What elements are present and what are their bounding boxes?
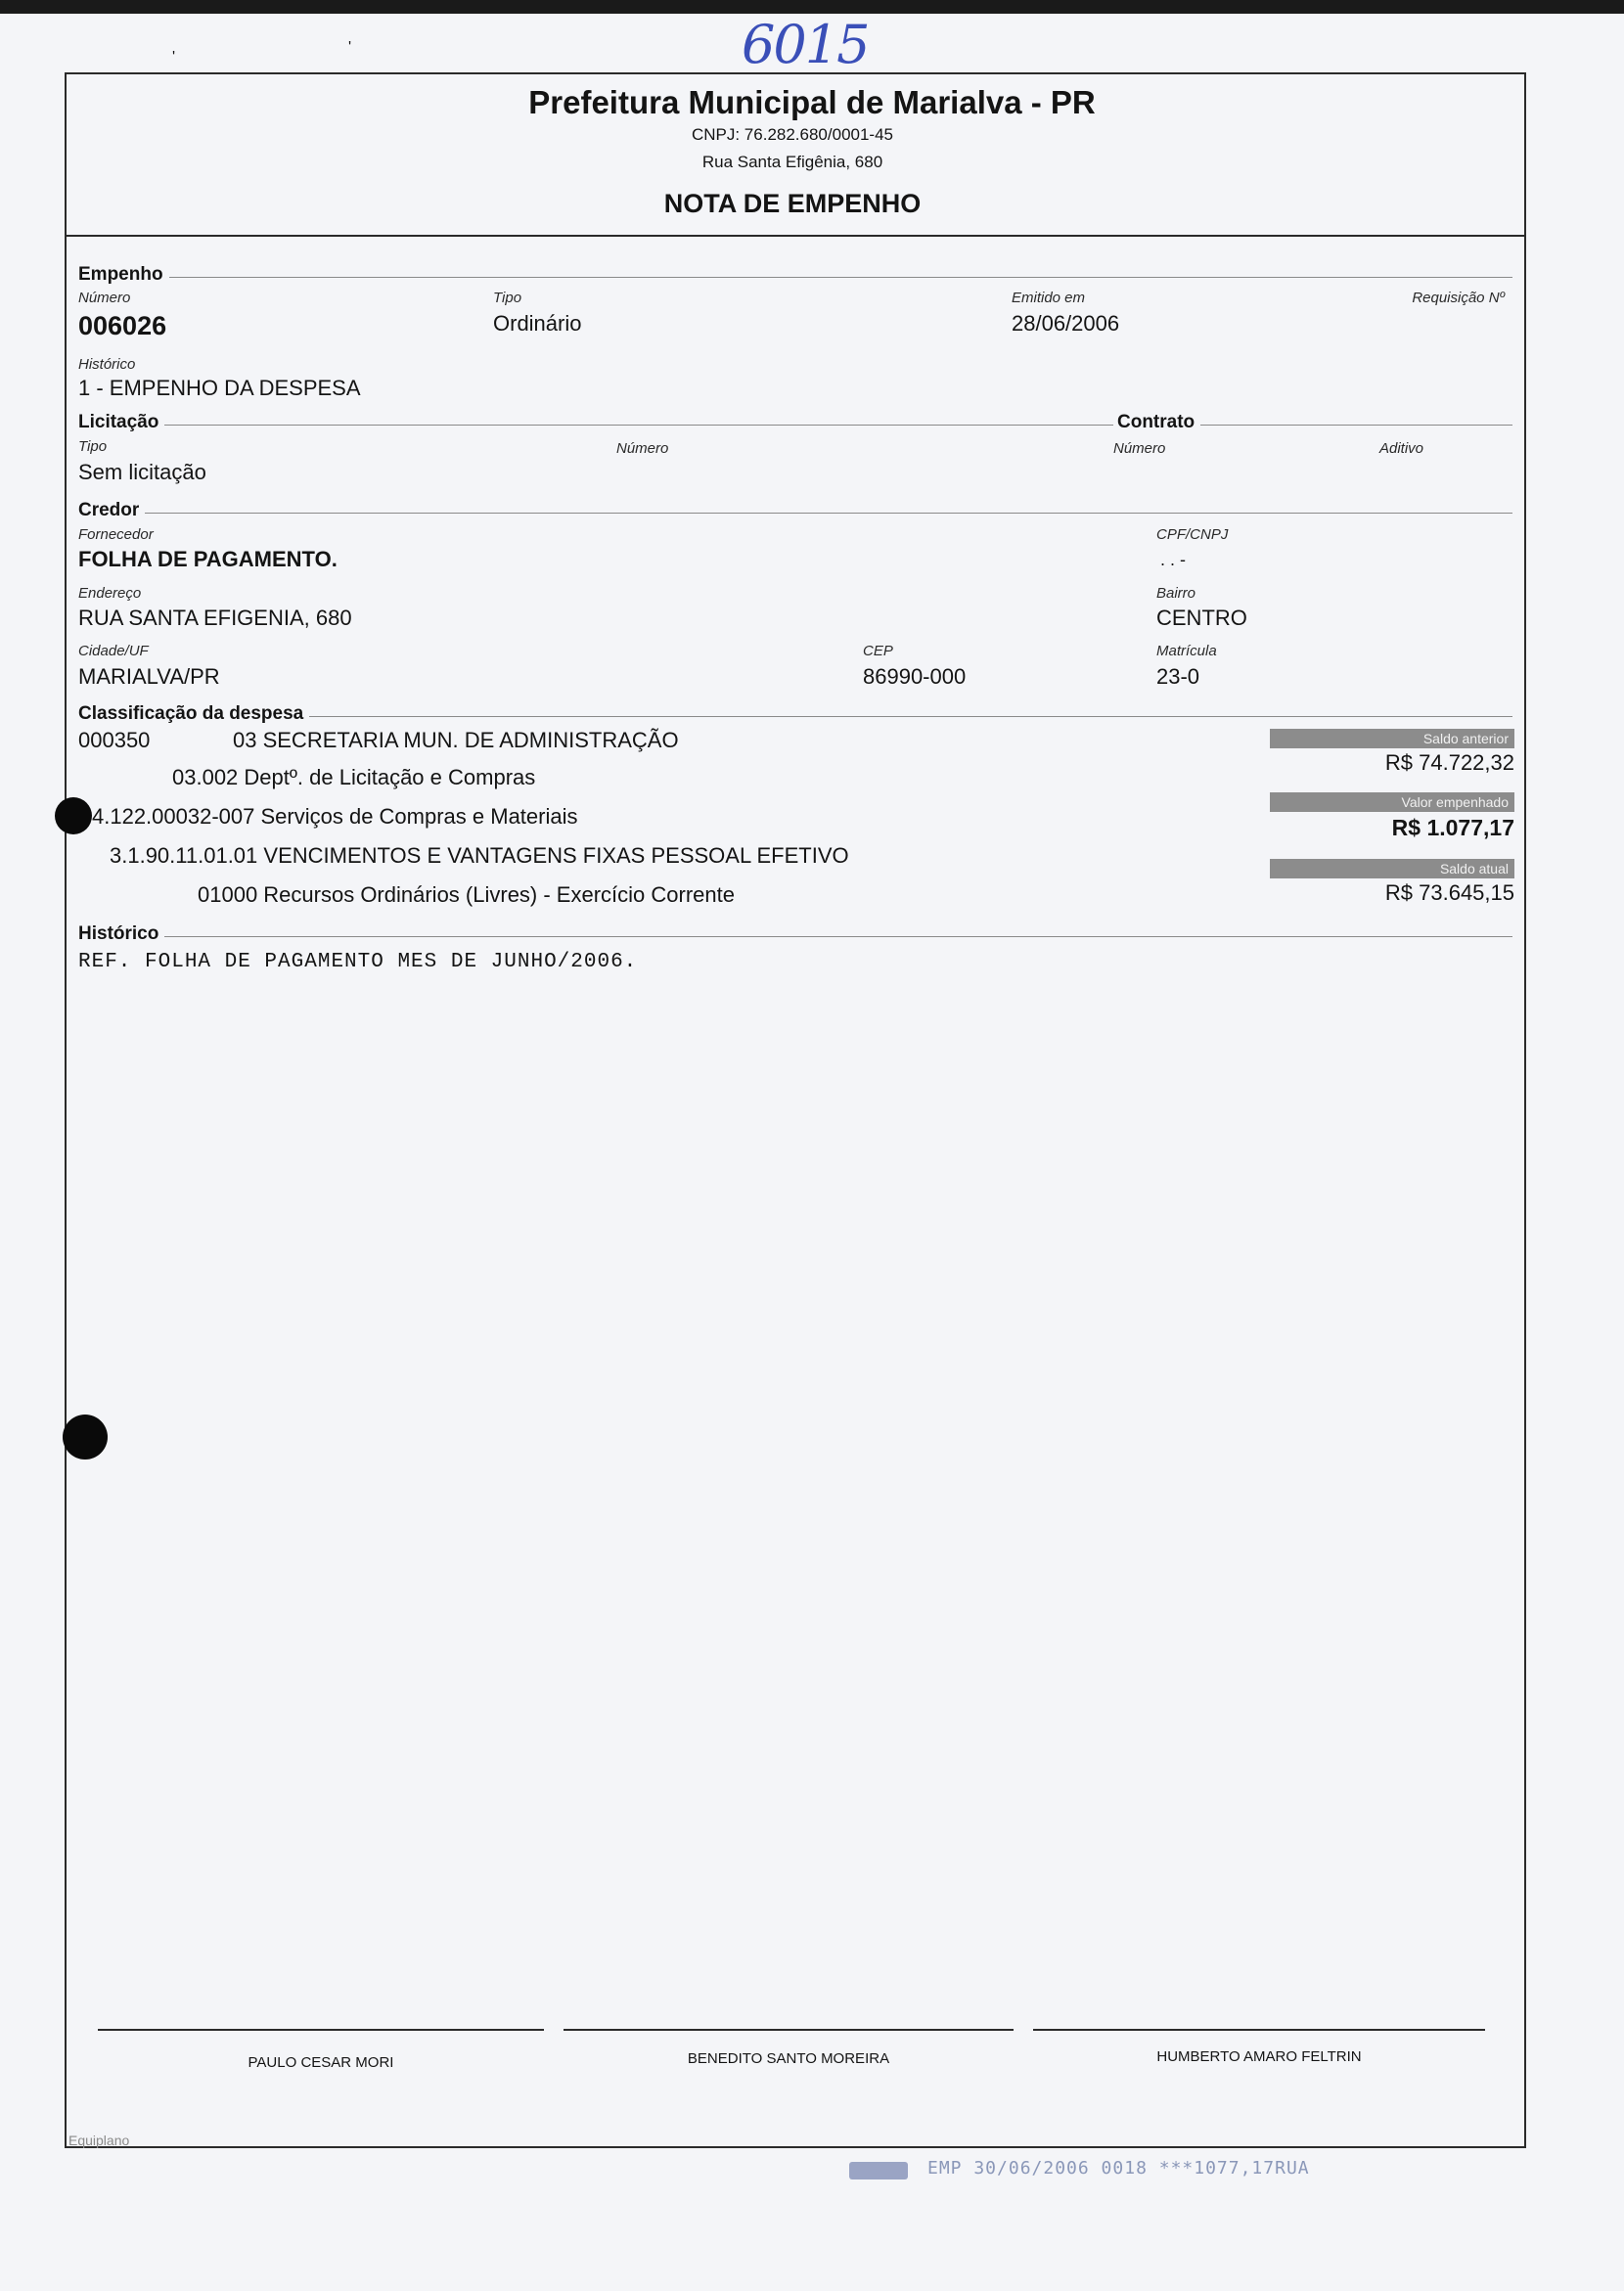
section-empenho: Empenho [78,264,169,286]
cidade: MARIALVA/PR [78,664,220,689]
saldo-anterior-label: Saldo anterior [1270,729,1514,748]
saldo-anterior: R$ 74.722,32 [1384,750,1514,775]
licitacao-numero-label: Número [616,440,669,457]
section-licitacao: Licitação [78,412,164,433]
section-line [78,936,1512,937]
cpf-label: CPF/CNPJ [1156,526,1229,543]
scan-mark: ' [348,39,352,56]
tipo-label: Tipo [493,290,522,306]
contrato-numero-label: Número [1113,440,1166,457]
section-line [78,513,1512,514]
print-stamp: EMP 30/06/2006 0018 ***1077,17RUA [927,2158,1310,2179]
historico-text: REF. FOLHA DE PAGAMENTO MES DE JUNHO/2006. [78,951,638,973]
footer-brand: Equiplano [68,2133,130,2148]
empenho-numero: 006026 [78,311,167,340]
document-title: NOTA DE EMPENHO [663,189,922,218]
matricula: 23-0 [1156,664,1200,689]
punch-hole [55,797,92,834]
signature-name-2: BENEDITO SANTO MOREIRA [687,2050,890,2067]
valor-empenhado: R$ 1.077,17 [1391,815,1514,840]
section-contrato: Contrato [1113,412,1200,433]
empenho-historico: 1 - EMPENHO DA DESPESA [78,376,361,400]
saldo-atual-label: Saldo atual [1270,859,1514,878]
endereco: RUA SANTA EFIGENIA, 680 [78,606,352,630]
emitido-date: 28/06/2006 [1012,311,1120,336]
signature-line [98,2029,544,2031]
section-credor: Credor [78,500,145,521]
section-line [78,277,1512,278]
licitacao-tipo: Sem licitação [78,460,206,484]
saldo-atual: R$ 73.645,15 [1384,880,1514,905]
numero-label: Número [78,290,131,306]
signature-line [564,2029,1014,2031]
cpf-value: . . - [1160,550,1186,569]
classificacao-programa: 4.122.00032-007 Serviços de Compras e Materiais [92,804,578,829]
cep-label: CEP [863,643,893,659]
signature-name-1: PAULO CESAR MORI [248,2054,394,2071]
stamp-logo-icon [849,2162,908,2179]
endereco-label: Endereço [78,585,142,602]
classificacao-elemento: 3.1.90.11.01.01 VENCIMENTOS E VANTAGENS FIXAS PESSOAL EFETIVO [110,843,849,868]
header-address: Rua Santa Efigênia, 680 [701,153,883,171]
section-historico: Histórico [78,923,164,945]
signature-line [1033,2029,1485,2031]
handwritten-note: 6015 [742,14,869,75]
cidade-label: Cidade/UF [78,643,149,659]
requisicao-label: Requisição Nº [1412,290,1505,306]
classificacao-departamento: 03.002 Deptº. de Licitação e Compras [172,765,536,789]
cnpj: CNPJ: 76.282.680/0001-45 [691,125,894,144]
contrato-aditivo-label: Aditivo [1379,440,1424,457]
signature-name-3: HUMBERTO AMARO FELTRIN [1156,2048,1362,2065]
valor-empenhado-label: Valor empenhado [1270,792,1514,812]
classificacao-secretaria: 03 SECRETARIA MUN. DE ADMINISTRAÇÃO [233,728,679,752]
scan-top-edge [0,0,1624,14]
bairro: CENTRO [1156,606,1247,630]
emitido-label: Emitido em [1012,290,1086,306]
cep: 86990-000 [863,664,967,689]
fornecedor: FOLHA DE PAGAMENTO. [78,547,338,571]
punch-hole [63,1415,108,1460]
fornecedor-label: Fornecedor [78,526,154,543]
licitacao-tipo-label: Tipo [78,438,108,455]
scan-mark: ' [172,49,176,66]
empenho-tipo: Ordinário [493,311,582,336]
historico-label: Histórico [78,356,136,373]
header-divider [65,235,1526,237]
classificacao-code: 000350 [78,728,151,752]
classificacao-recurso: 01000 Recursos Ordinários (Livres) - Exercício Corrente [198,882,735,907]
section-classificacao: Classificação da despesa [78,703,309,725]
bairro-label: Bairro [1156,585,1196,602]
section-line [78,425,1512,426]
matricula-label: Matrícula [1156,643,1217,659]
page-title: Prefeitura Municipal de Marialva - PR [528,84,1096,120]
